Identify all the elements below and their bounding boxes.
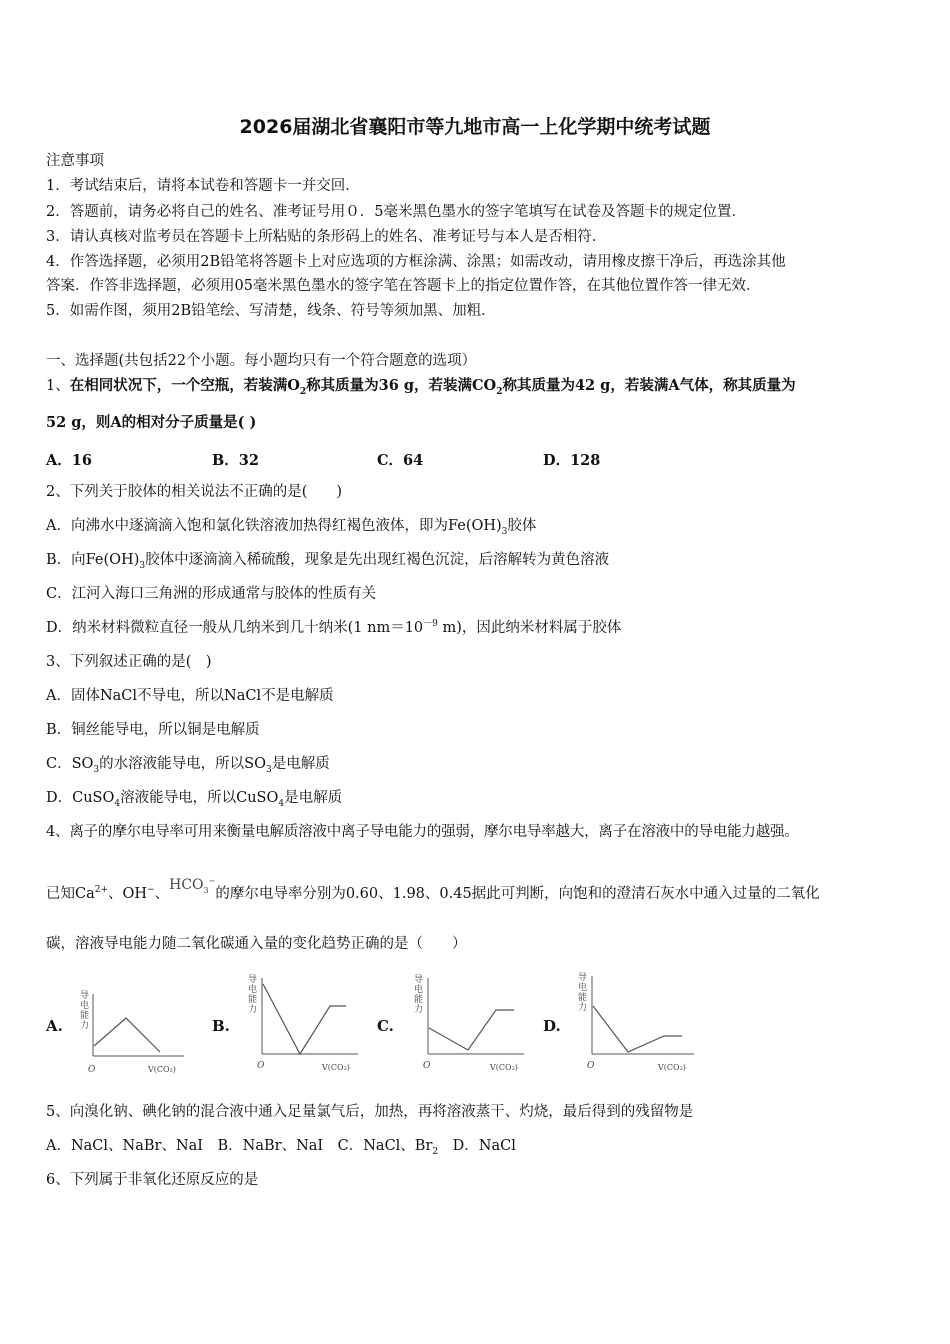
graph-a-ylabel-1: 导 — [80, 991, 90, 1001]
question-2-option-a: A．向沸水中逐滴滴入饱和氯化铁溶液加热得红褐色液体，即为$Fe(OH)_3$胶体 — [46, 518, 537, 537]
question-2-option-c: C．江河入海口三角洲的形成通常与胶体的性质有关 — [46, 586, 377, 602]
graph-d-origin: O — [587, 1061, 595, 1071]
question-3-option-c: C．$SO_3$的水溶液能导电，所以$SO_3$是电解质 — [46, 756, 330, 775]
question-5-options: A．NaCl、NaBr、NaI B．NaBr、NaI C．NaCl、$Br_2$ D．NaCl — [46, 1138, 516, 1157]
notice-item-4: 4．作答选择题，必须用2B铅笔将答题卡上对应选项的方框涂满、涂黑；如需改动，请用橡皮擦干净后，再选涂其他 — [46, 254, 786, 270]
notice-item-5: 5．如需作图，须用2B铅笔绘、写清楚，线条、符号等须加黑、加粗． — [46, 303, 496, 319]
question-1-option-d: D．128 — [543, 452, 601, 469]
graph-b-ylabel-3: 能 — [248, 995, 258, 1005]
graph-b-origin: O — [257, 1061, 265, 1071]
question-1-option-a: A．16 — [46, 452, 92, 469]
graph-c-ylabel-3: 能 — [414, 995, 424, 1005]
graph-a-ylabel-3: 能 — [80, 1011, 90, 1021]
graph-c-ylabel-2: 电 — [414, 985, 424, 995]
graph-d-ylabel-1: 导 — [578, 973, 588, 983]
graph-b — [244, 968, 364, 1078]
graph-a-curve — [94, 1018, 160, 1052]
graph-d-ylabel-3: 能 — [578, 993, 588, 1003]
graph-c-curve — [429, 1010, 514, 1050]
question-1-option-c: C．64 — [377, 452, 424, 469]
question-2-option-b: B．向$Fe(OH)_3$胶体中逐滴滴入稀硫酸，现象是先出现红褐色沉淀，后溶解转为黄色溶液 — [46, 552, 610, 571]
graph-c-ylabel-1: 导 — [414, 975, 424, 985]
question-1-option-b: B．32 — [212, 452, 259, 469]
graph-d-ylabel-2: 电 — [578, 983, 588, 993]
graph-a-xlabel: V(CO₂) — [148, 1065, 176, 1074]
question-3-option-d: D．CuSO$_4$溶液能导电，所以CuSO$_4$是电解质 — [46, 790, 343, 809]
question-3-stem: 3、下列叙述正确的是( ) — [46, 654, 212, 670]
graph-b-xlabel: V(CO₂) — [322, 1063, 350, 1072]
graph-c-ylabel-4: 力 — [414, 1005, 424, 1015]
section-heading: 一、选择题(共包括22个小题。每小题均只有一个符合题意的选项） — [46, 353, 477, 369]
graph-d-xlabel: V(CO₂) — [658, 1063, 686, 1072]
question-6-stem: 6、下列属于非氧化还原反应的是 — [46, 1172, 259, 1188]
notice-item-3: 3．请认真核对监考员在答题卡上所粘贴的条形码上的姓名、准考证号与本人是否相符． — [46, 229, 607, 245]
graph-d — [574, 966, 699, 1076]
question-3-option-b: B．铜丝能导电，所以铜是电解质 — [46, 722, 260, 738]
graph-c-label: C. — [377, 1017, 394, 1035]
graph-a-label: A. — [46, 1017, 63, 1035]
graph-d-ylabel-4: 力 — [578, 1003, 588, 1013]
question-4-stem: 4、离子的摩尔电导率可用来衡量电解质溶液中离子导电能力的强弱，摩尔电导率越大，离子在溶液中的导电能力越强。 — [46, 824, 799, 840]
graph-a-ylabel-2: 电 — [80, 1001, 90, 1011]
question-4-stem-cont: 已知$Ca^{2+}$、OH−、$HCO_3^-$的摩尔电导率分别为0.60、1.98、0.45据此可判断，向饱和的澄清石灰水中通入过量的二氧化 — [46, 876, 820, 902]
notice-heading: 注意事项 — [46, 153, 104, 169]
graph-a — [76, 984, 196, 1079]
graph-a-ylabel-4: 力 — [80, 1021, 90, 1031]
question-4-stem-cont-2: 碳，溶液导电能力随二氧化碳通入量的变化趋势正确的是（ ） — [46, 936, 467, 952]
graph-a-origin: O — [88, 1065, 96, 1075]
question-1-stem: 1、在相同状况下，一个空瓶，若装满$O_2$称其质量为36 g，若装满$CO_2$称其质量为42 g，若装满A气体，称其质量为 — [46, 377, 796, 397]
graph-d-label: D. — [543, 1017, 561, 1035]
question-1-stem-cont: 52 g，则A的相对分子质量是( ) — [46, 414, 257, 431]
graph-b-label: B. — [212, 1017, 230, 1035]
page-title: 2026届湖北省襄阳市等九地市高一上化学期中统考试题 — [239, 116, 711, 138]
question-5-stem: 5、向溴化钠、碘化钠的混合液中通入足量氯气后，加热，再将溶液蒸干、灼烧，最后得到的残留物是 — [46, 1104, 694, 1120]
notice-item-4-cont: 答案．作答非选择题，必须用05毫米黑色墨水的签字笔在答题卡上的指定位置作答，在其他位置作答一律无效． — [46, 278, 761, 294]
graph-b-ylabel-1: 导 — [248, 975, 258, 985]
notice-item-1: 1．考试结束后，请将本试卷和答题卡一并交回． — [46, 178, 360, 194]
graph-b-ylabel-2: 电 — [248, 985, 258, 995]
graph-d-curve — [593, 1006, 682, 1052]
question-2-stem: 2、下列关于胶体的相关说法不正确的是( ) — [46, 484, 343, 500]
question-3-option-a: A．固体NaCl不导电，所以NaCl不是电解质 — [46, 688, 334, 704]
graph-b-curve — [263, 984, 346, 1054]
graph-c-xlabel: V(CO₂) — [490, 1063, 518, 1072]
graph-c-origin: O — [423, 1061, 431, 1071]
hco3-formula: $HCO_3^-$ — [169, 876, 216, 895]
graph-b-ylabel-4: 力 — [248, 1005, 258, 1015]
notice-item-2: 2．答题前，请务必将自己的姓名、准考证号用０．5毫米黑色墨水的签字笔填写在试卷及答题卡的规定位置． — [46, 204, 746, 220]
graph-c — [410, 968, 530, 1078]
question-2-option-d: D．纳米材料微粒直径一般从几纳米到几十纳米(1 $nm=10^{-9}$ m)，因此纳米材料属于胶体 — [46, 619, 622, 636]
